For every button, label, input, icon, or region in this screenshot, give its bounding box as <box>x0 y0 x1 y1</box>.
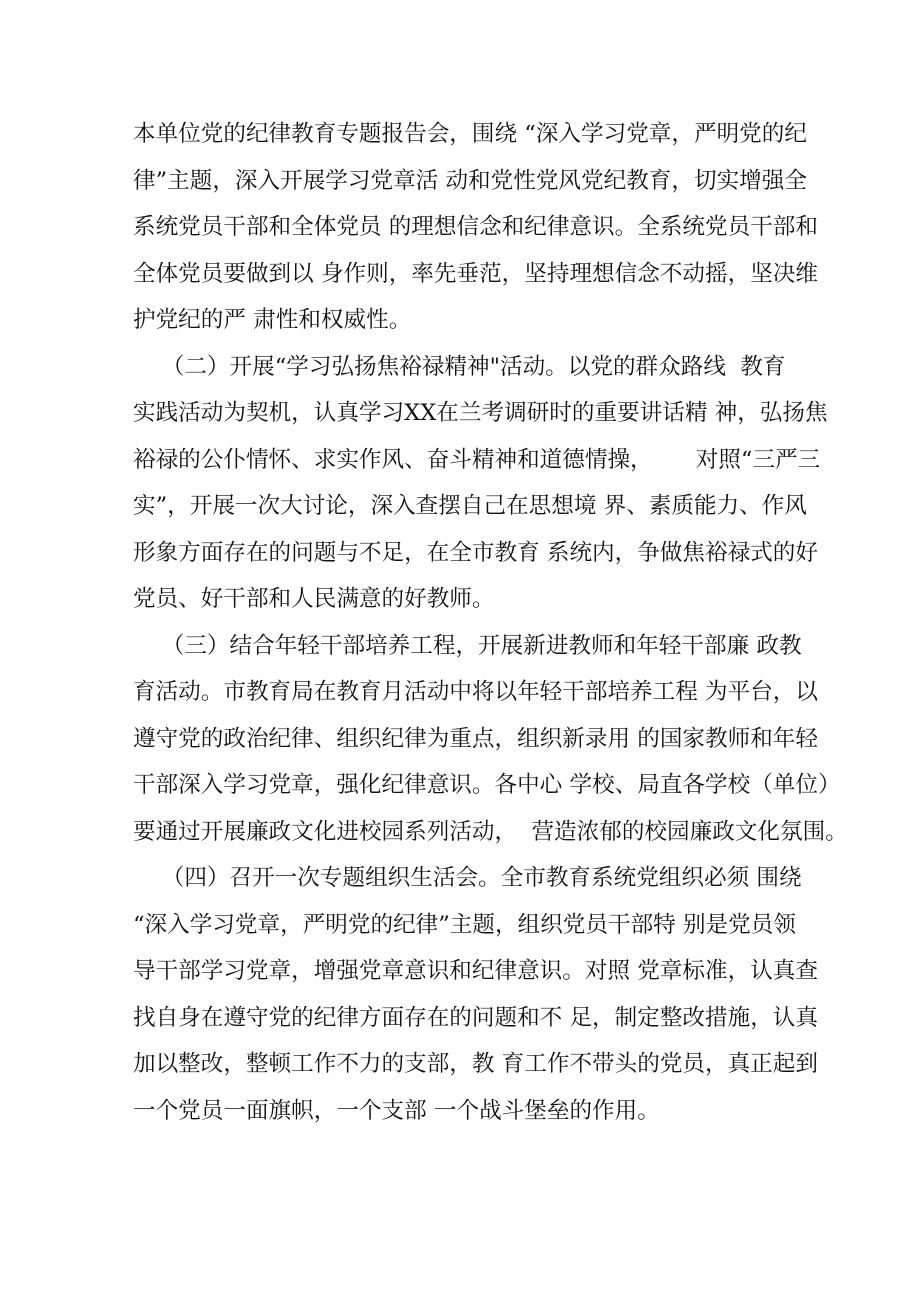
text-line: 裕禄的公仆情怀、求实作风、奋斗精神和道德情操， 对照“三严三 <box>133 447 821 473</box>
text-line: 系统党员干部和全体党员 的理想信念和纪律意识。全系统党员干部和 <box>133 214 818 240</box>
text-line: 形象方面存在的问题与不足，在全市教育 系统内，争做焦裕禄式的好 <box>133 540 818 566</box>
text-line: 党员、好干部和人民满意的好教师。 <box>133 586 495 612</box>
text-line: “深入学习党章，严明党的纪律”主题，组织党员干部特 别是党员领 <box>133 912 796 938</box>
text-line: （四）召开一次专题组织生活会。全市教育系统党组织必须 围绕 <box>133 865 802 891</box>
text-line: （三）结合年轻干部培养工程，开展新进教师和年轻干部廉 政教 <box>133 633 802 659</box>
text-line: 要通过开展廉政文化进校园系列活动， 营造浓郁的校园廉政文化氛围。 <box>133 819 848 845</box>
text-line: 实践活动为契机，认真学习XX在兰考调研时的重要讲话精 神，弘扬焦 <box>133 400 828 426</box>
text-line: 干部深入学习党章，强化纪律意识。各中心 学校、局直各学校（单位） <box>133 772 841 798</box>
text-line: 育活动。市教育局在教育月活动中将以年轻干部培养工程 为平台，以 <box>133 679 818 705</box>
text-line: 全体党员要做到以 身作则，率先垂范，坚持理想信念不动摇，坚决维 <box>133 261 818 287</box>
text-line: 律”主题，深入开展学习党章活 动和党性党风党纪教育，切实增强全 <box>133 168 807 194</box>
text-line: 遵守党的政治纪律、组织纪律为重点，组织新录用 的国家教师和年轻 <box>133 726 818 752</box>
text-line: 实”，开展一次大讨论，深入查摆自己在思想境 界、素质能力、作风 <box>133 493 807 519</box>
text-line: 一个党员一面旗帜，一个支部 一个战斗堡垒的作用。 <box>133 1098 660 1124</box>
text-line: 找自身在遵守党的纪律方面存在的问题和不 足，制定整改措施，认真 <box>133 1005 818 1031</box>
text-line: 加以整改，整顿工作不力的支部，教 育工作不带头的党员，真正起到 <box>133 1051 818 1077</box>
text-line: 护党纪的严 肃性和权威性。 <box>133 307 412 333</box>
text-line: （二）开展“学习弘扬焦裕禄精神"活动。以党的群众路线 教育 <box>133 354 786 380</box>
text-line: 本单位党的纪律教育专题报告会，围绕 “深入学习党章，严明党的纪 <box>133 121 807 147</box>
text-line: 导干部学习党章，增强党章意识和纪律意识。对照 党章标准，认真查 <box>133 958 818 984</box>
